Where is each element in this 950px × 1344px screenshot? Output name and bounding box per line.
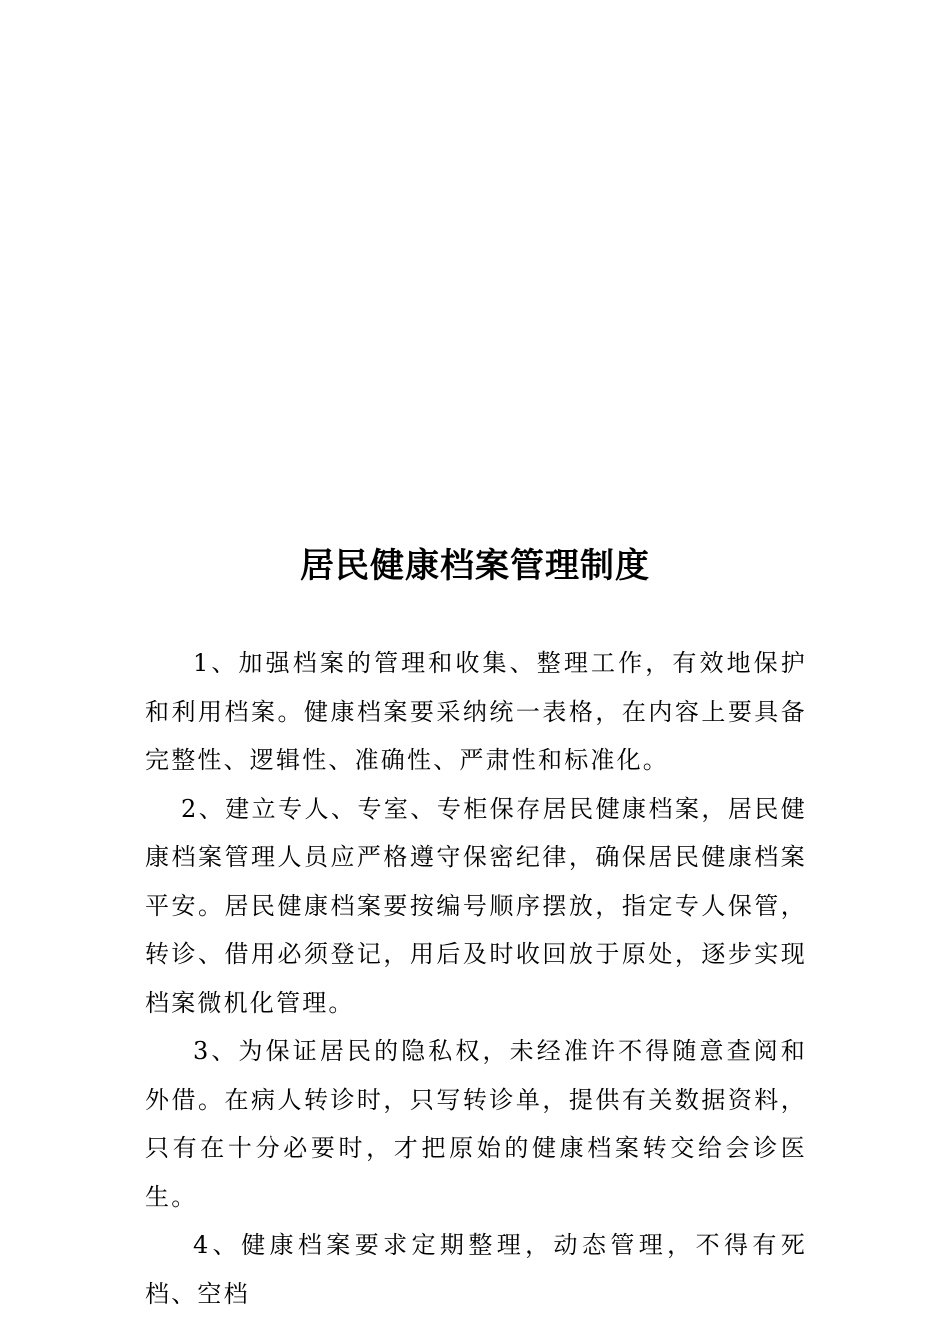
paragraph-2: 2、建立专人、专室、专柜保存居民健康档案，居民健康档案管理人员应严格遵守保密纪律，确保居民健康档案平安。居民健康档案要按编号顺序摆放，指定专人保管，转诊、借用必须登记，用后及时收回放于原处，逐步实现档案微机化管理。 (145, 794, 807, 1017)
paragraph-1: 1、加强档案的管理和收集、整理工作，有效地保护和利用档案。健康档案要采纳统一表格，在内容上要具备完整性、逻辑性、准确性、严肃性和标准化。 (145, 649, 807, 774)
document-body (145, 639, 807, 1318)
paragraph-3: 3、为保证居民的隐私权，未经准许不得随意查阅和外借。在病人转诊时，只写转诊单，提供有关数据资料，只有在十分必要时，才把原始的健康档案转交给会诊医生。 (145, 1037, 807, 1211)
paragraph-4: 4、健康档案要求定期整理，动态管理，不得有死档、空档 (145, 1231, 807, 1308)
document-title: 居民健康档案管理制度 (300, 546, 650, 586)
